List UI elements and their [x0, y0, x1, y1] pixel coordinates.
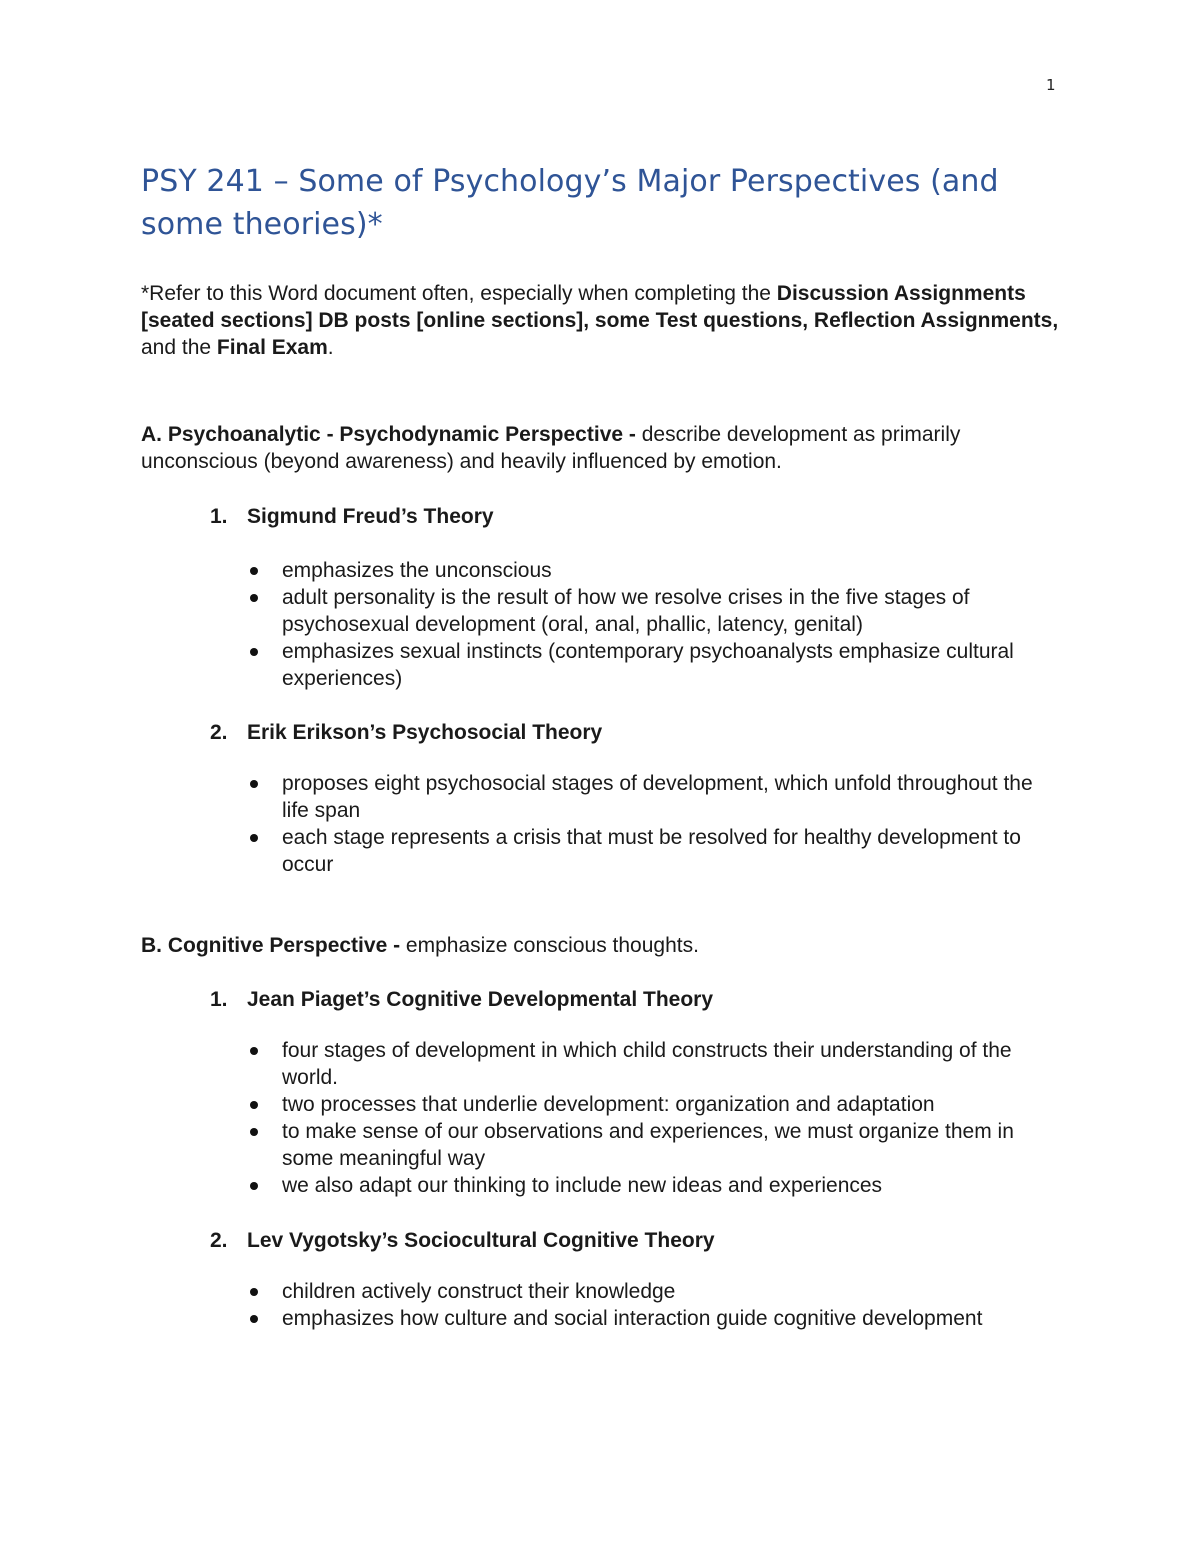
- intro-paragraph: [141, 280, 1071, 361]
- list-item: each stage represents a crisis that must be resolved for healthy development to occur: [243, 824, 1063, 878]
- list-item: to make sense of our observations and experiences, we must organize them in some meaningful way: [243, 1118, 1063, 1172]
- theory-number: 2.: [210, 1229, 228, 1252]
- list-item: adult personality is the result of how we resolve crises in the five stages of psychosexual development (oral, anal, phallic, latency, genital): [243, 584, 1063, 638]
- bullet-icon: [250, 648, 258, 656]
- theory-freud-heading: [210, 503, 1070, 530]
- intro-text-3: .: [327, 336, 334, 359]
- piaget-bullet-list: [243, 1037, 1063, 1199]
- theory-name: Sigmund Freud’s Theory: [247, 505, 494, 528]
- theory-name: Lev Vygotsky’s Sociocultural Cognitive Theory: [247, 1229, 715, 1252]
- list-item: we also adapt our thinking to include new ideas and experiences: [243, 1172, 1063, 1199]
- intro-text-2: and the: [141, 336, 217, 359]
- theory-number: 1.: [210, 505, 228, 528]
- bullet-icon: [250, 834, 258, 842]
- theory-name: Jean Piaget’s Cognitive Developmental Theory: [247, 988, 714, 1011]
- bullet-icon: [250, 1101, 258, 1109]
- theory-vygotsky-heading: [210, 1227, 1070, 1254]
- theory-piaget-heading: [210, 986, 1070, 1013]
- theory-name: Erik Erikson’s Psychosocial Theory: [247, 721, 603, 744]
- theory-number: 1.: [210, 988, 228, 1011]
- section-a-title: A. Psychoanalytic - Psychodynamic Perspective -: [141, 423, 642, 446]
- list-item: children actively construct their knowledge: [243, 1278, 1063, 1305]
- list-item: two processes that underlie development: organization and adaptation: [243, 1091, 1063, 1118]
- freud-bullet-list: [243, 557, 1063, 692]
- bullet-icon: [250, 594, 258, 602]
- bullet-icon: [250, 1315, 258, 1323]
- bullet-icon: [250, 567, 258, 575]
- intro-bold-final-exam: Final Exam: [216, 336, 328, 359]
- erikson-bullet-list: [243, 770, 1063, 878]
- list-item: proposes eight psychosocial stages of development, which unfold throughout the life span: [243, 770, 1063, 824]
- intro-text-1: *Refer to this Word document often, especially when completing the: [141, 282, 777, 305]
- vygotsky-bullet-list: [243, 1278, 1063, 1332]
- list-item: emphasizes how culture and social interaction guide cognitive development: [243, 1305, 1063, 1332]
- section-a-heading: [141, 421, 1071, 475]
- theory-erikson-heading: [210, 719, 1070, 746]
- bullet-icon: [250, 780, 258, 788]
- list-item: emphasizes the unconscious: [243, 557, 1063, 584]
- page-number: 1: [1046, 76, 1056, 94]
- document-title: PSY 241 – Some of Psychology’s Major Perspectives (and some theories)*: [141, 164, 999, 242]
- list-item: emphasizes sexual instincts (contemporary psychoanalysts emphasize cultural experiences): [243, 638, 1063, 692]
- list-item: four stages of development in which child constructs their understanding of the world.: [243, 1037, 1063, 1091]
- bullet-icon: [250, 1128, 258, 1136]
- section-b-heading: [141, 932, 1071, 959]
- bullet-icon: [250, 1288, 258, 1296]
- intro-bold-assignments: Discussion Assignments [seated sections] DB posts [online sections], some Test questions, Reflection Assignments,: [141, 282, 1059, 332]
- bullet-icon: [250, 1047, 258, 1055]
- section-b-description: emphasize conscious thoughts.: [405, 934, 699, 957]
- section-b-title: B. Cognitive Perspective -: [141, 934, 406, 957]
- bullet-icon: [250, 1182, 258, 1190]
- theory-number: 2.: [210, 721, 228, 744]
- section-a-description: describe development as primarily unconscious (beyond awareness) and heavily influenced by emotion.: [141, 423, 961, 473]
